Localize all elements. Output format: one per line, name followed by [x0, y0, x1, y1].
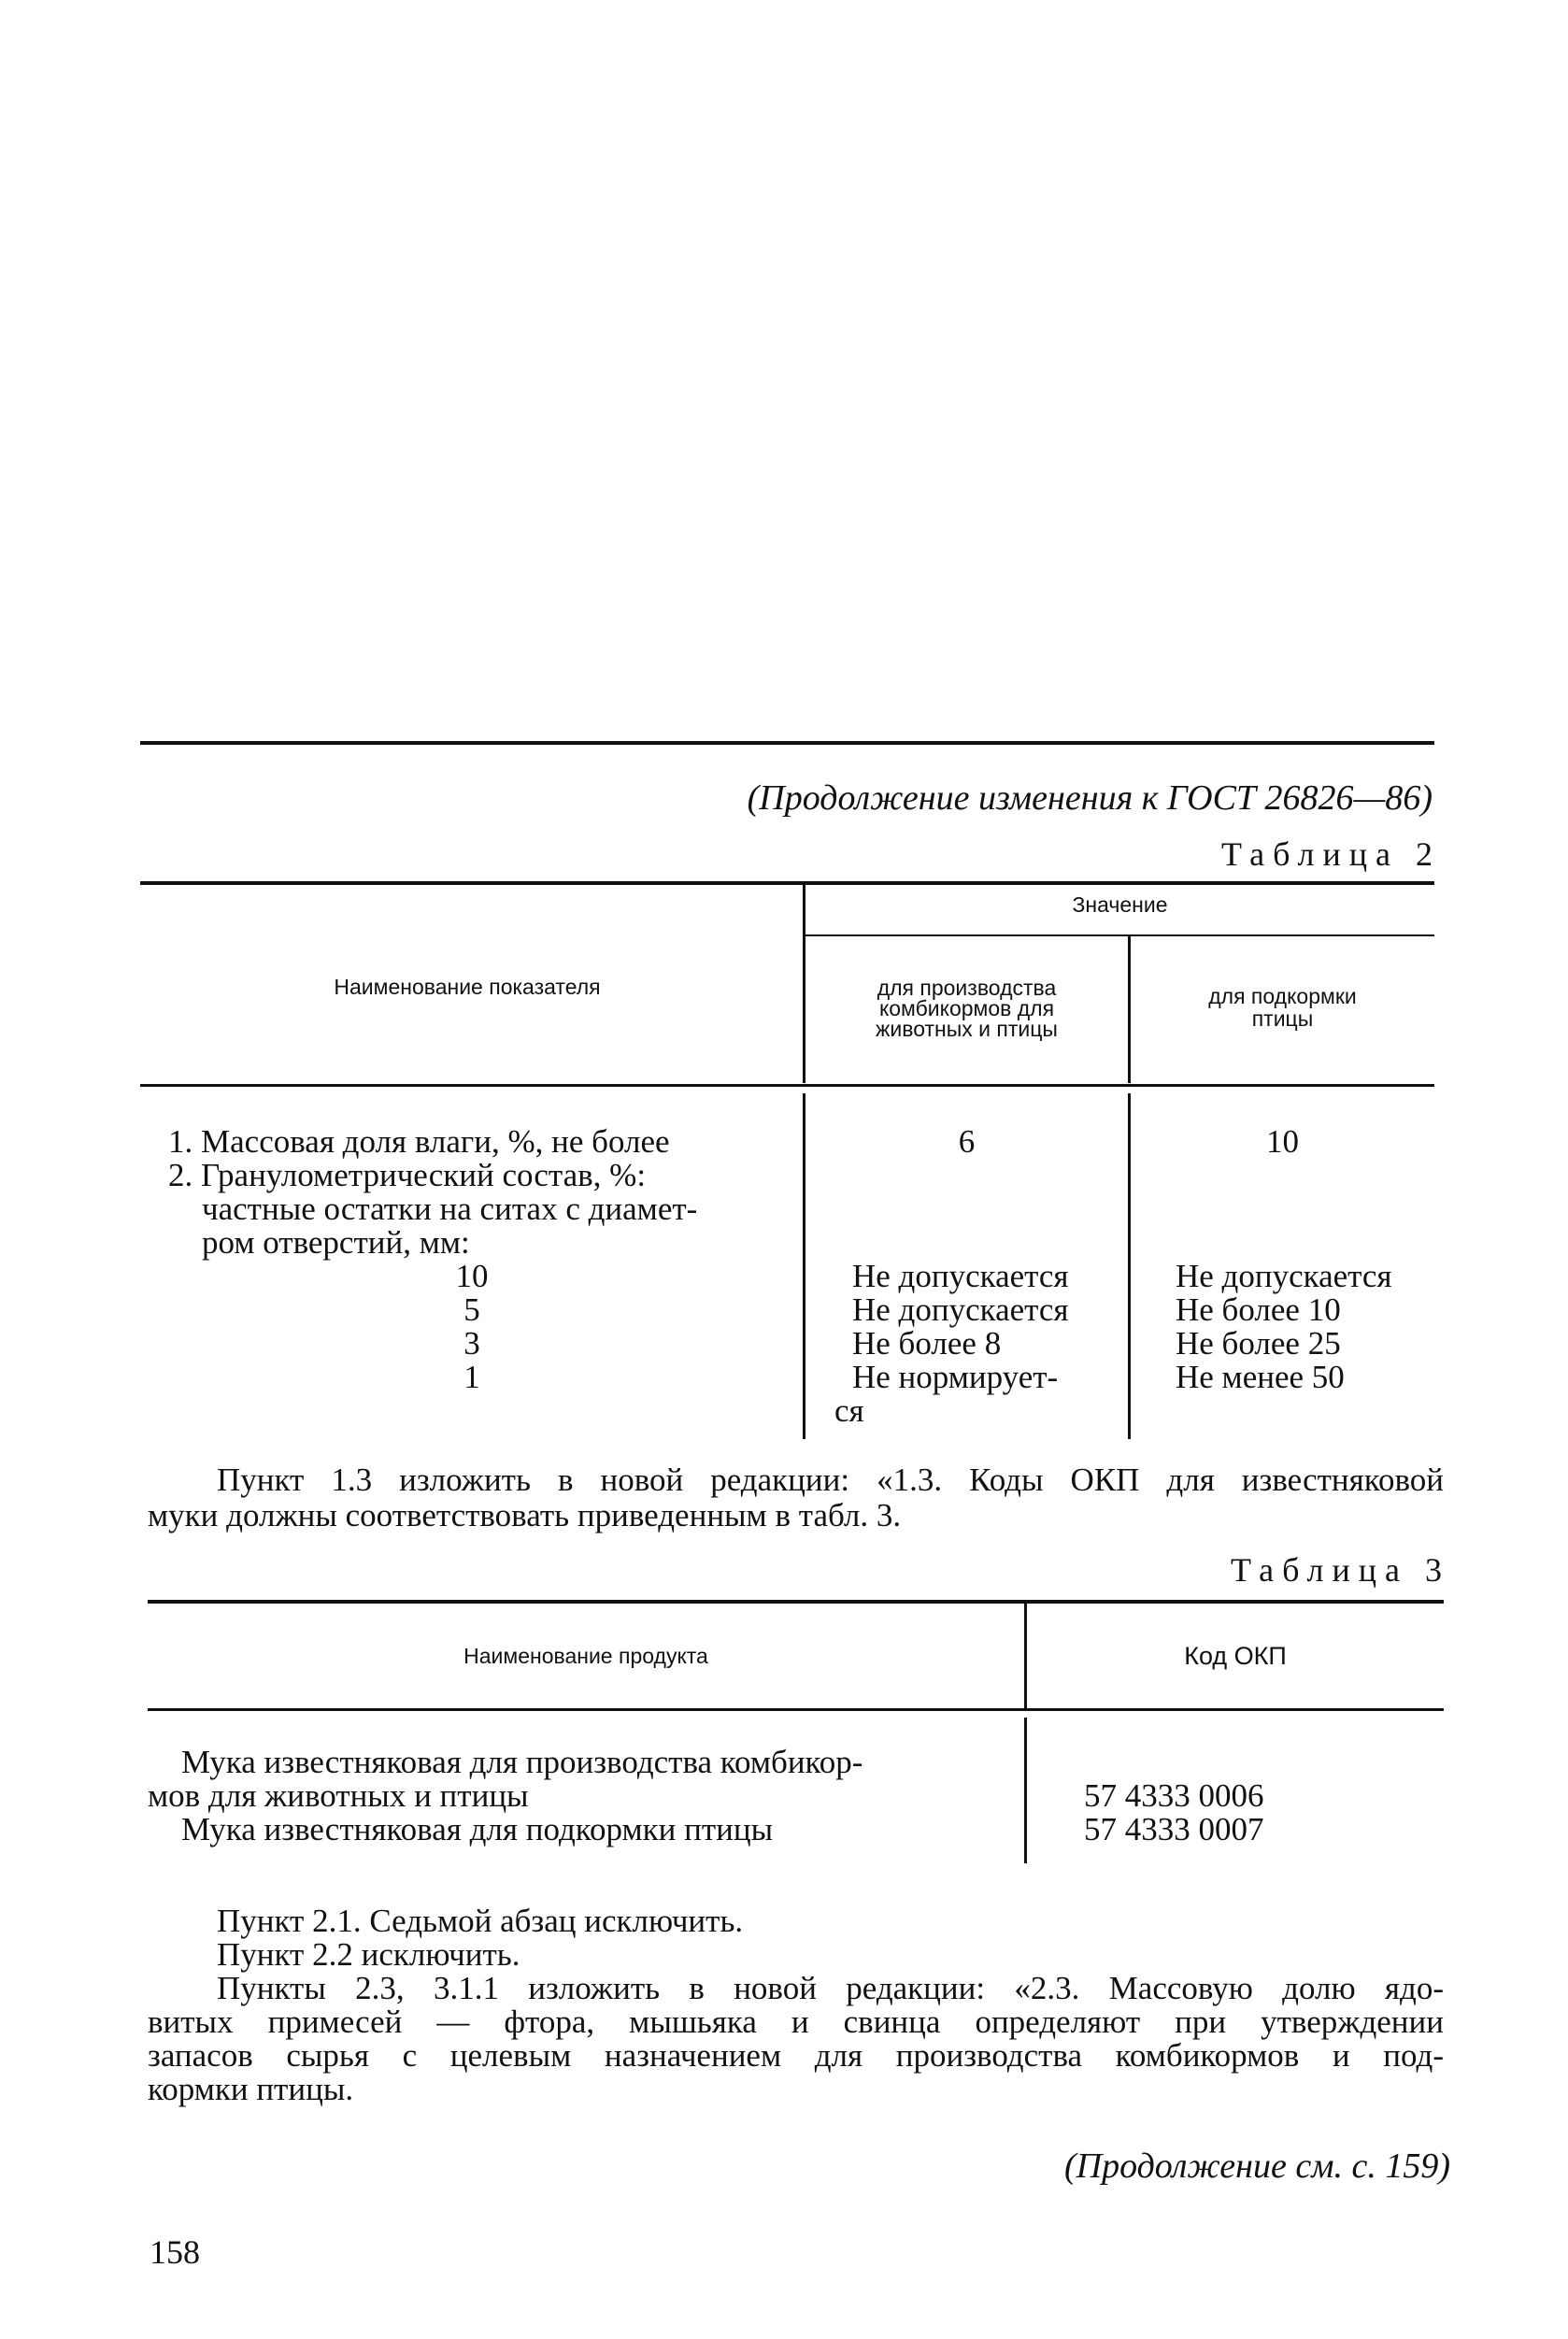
table3-header-rule: [148, 1708, 1444, 1711]
product-line: Мука известняковая для подкормки птицы: [181, 1811, 774, 1847]
production-value: Не допускается: [852, 1258, 1069, 1294]
product-line: мов для животных и птицы: [148, 1777, 529, 1814]
row1-label: 1. Массовая доля влаги, %, не более: [168, 1123, 670, 1160]
okp-code: 57 4333 0006: [1084, 1777, 1264, 1814]
para-1-3-line: муки должны соответствовать приведенным в табл. 3.: [148, 1497, 902, 1533]
body-line: кормки птицы.: [148, 2071, 354, 2107]
sieve-size: 3: [463, 1325, 480, 1362]
row1-feeding-value: 10: [1266, 1123, 1299, 1160]
table2-header-rule: [140, 1084, 1434, 1087]
table3-top-rule: [148, 1600, 1444, 1604]
row2-sub-2: ром отверстий, мм:: [202, 1224, 470, 1261]
table3-body-divider: [1024, 1718, 1027, 1863]
feeding-value: Не более 25: [1176, 1325, 1341, 1362]
table2-top-rule: [140, 881, 1434, 885]
table3-col-code-header: Код ОКП: [1184, 1642, 1287, 1670]
product-line: Мука известняковая для производства комбикор-: [181, 1744, 863, 1780]
production-value: Не допускается: [852, 1291, 1069, 1328]
feeding-value: Не допускается: [1176, 1258, 1392, 1294]
continuation-header: (Продолжение изменения к ГОСТ 26826—86): [747, 778, 1433, 818]
body-line: Пункт 2.1. Седьмой абзац исключить.: [217, 1903, 744, 1939]
body-line: запасов сырья с целевым назначением для производства комбикормов и под-: [148, 2037, 1444, 2074]
production-header-line: комбикормов для: [878, 996, 1055, 1020]
table2-value-rule: [805, 934, 1434, 936]
sieve-size: 1: [463, 1359, 480, 1395]
sieve-size: 5: [463, 1291, 480, 1328]
sieve-size: 10: [455, 1258, 489, 1294]
table2-col-value-header: Значение: [1072, 892, 1168, 917]
body-line: витых примесей — фтора, мышьяка и свинца определяют при утверждении: [148, 2004, 1444, 2040]
table2-caption: Таблица 2: [1221, 835, 1441, 873]
feeding-value: Не менее 50: [1176, 1359, 1345, 1395]
continuation-footer: (Продолжение см. с. 159): [1063, 2146, 1450, 2186]
production-value: Не нормирует-: [852, 1359, 1059, 1395]
row1-production-value: 6: [958, 1123, 976, 1160]
production-header-line: животных и птицы: [876, 1017, 1058, 1041]
production-value: Не более 8: [852, 1325, 1002, 1362]
okp-code: 57 4333 0007: [1084, 1811, 1264, 1847]
top-rule: [140, 741, 1434, 745]
table2-col-name-header: Наименование показателя: [334, 975, 601, 999]
para-1-3-line: Пункт 1.3 изложить в новой редакции: «1.3. Коды ОКП для известняковой: [217, 1462, 1444, 1498]
table2-col-production-header: [805, 977, 1128, 1039]
page-number: 158: [150, 2233, 200, 2271]
feeding-value: Не более 10: [1176, 1291, 1341, 1328]
table2-col-feeding-header: [1131, 985, 1434, 1030]
table3-col-product-header: Наименование продукта: [463, 1644, 708, 1668]
feeding-header-line: птицы: [1251, 1006, 1314, 1031]
body-line: Пункты 2.3, 3.1.1 изложить в новой редакции: «2.3. Массовую долю ядо-: [217, 1970, 1444, 2006]
table3-caption: Таблица 3: [1231, 1551, 1450, 1589]
production-value: ся: [834, 1392, 864, 1429]
feeding-header-line: для подкормки: [1208, 984, 1357, 1008]
production-header-line: для производства: [877, 976, 1057, 1000]
body-line: Пункт 2.2 исключить.: [217, 1936, 520, 1973]
row2-sub-1: частные остатки на ситах с диамет-: [202, 1191, 698, 1227]
row2-label: 2. Гранулометрический состав, %:: [168, 1157, 647, 1193]
